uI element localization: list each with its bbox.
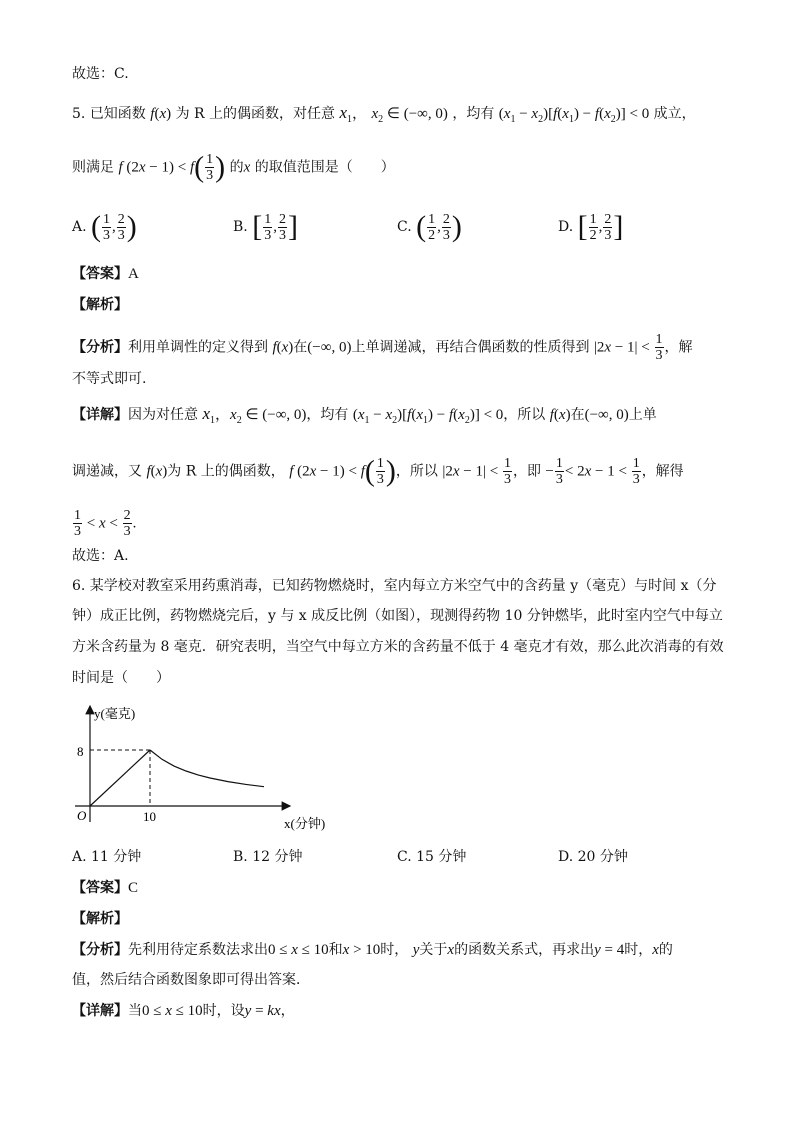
fraction: $\frac{2}{3}$ <box>278 211 286 243</box>
analysis-tag: 【分析】 <box>72 339 128 356</box>
curve-decay <box>150 750 264 787</box>
q5-text: 为 R 上的偶函数， <box>167 463 285 480</box>
bracket-right: ) <box>451 210 462 243</box>
math: f <box>150 106 155 122</box>
option-label: D. <box>558 219 574 235</box>
q5-answer <box>72 264 139 284</box>
q6-text: 时， <box>624 942 653 958</box>
q5-text: 为 R 上的偶函数，对任意 <box>175 106 336 122</box>
q5-detail-line-2: 调递减，又 f(x)为 R 上的偶函数， f (2x − 1) < f( $\frac{1}{3}$ )，所以 |2x − 1| < $\frac{1}{3}$ ，即 − $\frac{1}{3}$ < 2x − 1 < $\frac{1}{3}$ ，解得 <box>72 454 684 488</box>
answer-tag: 【答案】 <box>72 880 128 896</box>
y-tick-label: 8 <box>77 744 84 759</box>
fraction: $\frac{1}{3}$ <box>103 211 111 243</box>
q6-jiexi <box>72 909 128 929</box>
bracket-left: ( <box>416 210 427 243</box>
q5-text: ，均有 <box>452 106 495 122</box>
q5-text: ，解得 <box>641 463 684 480</box>
q5-text: 上单调递减，再结合偶函数的性质得到 <box>351 339 590 356</box>
y-axis-label: y(毫克) <box>94 706 136 721</box>
q6-option-a: A. 11 分钟 <box>72 849 142 865</box>
option-label: B. <box>233 219 248 235</box>
fraction: $\frac{2}{3}$ <box>117 211 125 243</box>
q5-stem-line-2: 则满足 f (2x − 1) < f( $\frac{1}{3}$ ) 的x 的取值范围是（ ） <box>72 150 395 184</box>
q5-text: 的取值范围是（ ） <box>254 159 395 176</box>
fraction: $\frac{1}{2}$ <box>428 211 436 243</box>
bracket-left: ( <box>91 210 102 243</box>
answer-value: C <box>128 880 139 896</box>
q5-option-b: B. [ $\frac{1}{3}$ , $\frac{2}{3}$ ] <box>233 210 298 243</box>
q5-text: 因为对任意 <box>128 407 198 423</box>
bracket-right: ) <box>126 210 137 243</box>
q6-text: ， <box>280 1003 295 1019</box>
q5-text: 在 <box>570 407 585 423</box>
line-segment-rise <box>90 750 150 806</box>
fraction: $\frac{2}{3}$ <box>442 211 450 243</box>
q6-text: 和 <box>328 942 343 958</box>
detail-tag: 【详解】 <box>72 1003 128 1019</box>
q5-number: 5. <box>72 106 86 122</box>
q5-text: 上单 <box>628 407 657 423</box>
fraction: $\frac{2}{3}$ <box>604 211 612 243</box>
q6-option-d: D. 20 分钟 <box>558 849 628 865</box>
q6-text: 当 <box>128 1003 142 1019</box>
q6-text: 关于 <box>419 942 448 958</box>
q6-text: 的 <box>658 942 673 958</box>
q6-text: 的函数关系式，再求出 <box>454 942 595 958</box>
q5-jiexi <box>72 295 128 315</box>
option-label: C. <box>397 219 412 235</box>
q5-text: ，均有 <box>306 407 349 423</box>
answer-tag: 【答案】 <box>72 266 128 282</box>
q6-graph <box>60 700 360 840</box>
q6-analysis-line-1: 【分析】先利用待定系数法求出0 ≤ x ≤ 10和x > 10时， y关于x的函数关系式，再求出y = 4时，x的 <box>72 942 673 958</box>
q6-stem-line-4: 时间是（ ） <box>72 670 170 686</box>
x-axis-label: x(分钟) <box>284 816 326 831</box>
q5-conclusion: 故选：A. <box>72 548 129 564</box>
bracket-left: [ <box>252 210 263 243</box>
q5-text: 在 <box>293 339 308 356</box>
bracket-right: ] <box>287 210 298 243</box>
q5-text: ，所以 <box>503 407 546 423</box>
fraction: $\frac{1}{3}$ <box>264 211 272 243</box>
q4-conclusion: 故选：C. <box>72 66 129 82</box>
bracket-left: [ <box>577 210 588 243</box>
q6-detail-line-1: 【详解】当0 ≤ x ≤ 10时，设y = kx， <box>72 1003 295 1019</box>
fraction: $\frac{1}{3}$ <box>206 152 214 183</box>
q6-option-c: C. 15 分钟 <box>397 849 467 865</box>
q5-detail-line-1: 【详解】因为对任意 $x_1$，$x_2$ ∈ (−∞, 0)，均有 $(x_1 - x_2)[f(x_1) - f(x_2)] < 0$，所以 f(x)在(−∞, 0)上单 <box>72 404 657 426</box>
q6-stem-line-3: 方米含药量为 8 毫克．研究表明，当空气中每立方米的含药量不低于 4 毫克才有效，那么此次消毒的有效 <box>72 639 724 655</box>
q5-stem-line-1: 5. 已知函数 f(x) 为 R 上的偶函数，对任意 $x_1$， $x_2$ ∈ (−∞, 0) ，均有 $(x_1 - x_2)[f(x_1) - f(x_2)] < 0$ 成立， <box>72 103 696 125</box>
q5-text: 利用单调性的定义得到 <box>128 339 268 356</box>
q5-option-a: A. ( $\frac{1}{3}$ , $\frac{2}{3}$ ) <box>72 210 137 243</box>
q5-text: ，即 <box>512 463 541 480</box>
q6-analysis-line-2: 值，然后结合函数图象即可得出答案． <box>72 972 310 988</box>
q6-text: 先利用待定系数法求出 <box>128 942 268 958</box>
jiexi-tag: 【解析】 <box>72 297 128 313</box>
q6-text: 时，设 <box>202 1003 245 1019</box>
q5-option-c: C. ( $\frac{1}{2}$ , $\frac{2}{3}$ ) <box>397 210 462 243</box>
q5-option-d: D. [ $\frac{1}{2}$ , $\frac{2}{3}$ ] <box>558 210 624 243</box>
q5-detail-result: $\frac{1}{3}$ < x < $\frac{2}{3}$ . <box>74 508 137 539</box>
q5-analysis-line-1: 【分析】利用单调性的定义得到 f(x)在(−∞, 0)上单调递减，再结合偶函数的性质得到 |2x − 1| < $\frac{1}{3}$ ，解 <box>72 332 693 363</box>
q5-text: 则满足 <box>72 159 114 176</box>
x-tick-label: 10 <box>143 809 156 824</box>
bracket-right: ] <box>613 210 624 243</box>
q6-option-b: B. 12 分钟 <box>233 849 303 865</box>
answer-value: A <box>128 266 139 282</box>
q5-text: 已知函数 <box>89 106 146 122</box>
q5-analysis-line-2: 不等式即可. <box>72 371 147 387</box>
analysis-tag: 【分析】 <box>72 942 128 958</box>
q6-stem-line-1: 6. 某学校对教室采用药熏消毒，已知药物燃烧时，室内每立方米空气中的含药量 y（毫克）与时间 x（分 <box>72 578 717 594</box>
q5-text: ，所以 <box>395 463 438 480</box>
fraction: $\frac{1}{2}$ <box>589 211 597 243</box>
q6-stem-line-2: 钟）成正比例，药物燃烧完后，y 与 x 成反比例（如图），现测得药物 10 分钟燃毕，此时室内空气中每立 <box>72 608 723 624</box>
q5-text: 调递减，又 <box>72 463 142 480</box>
q5-text: 的 <box>229 159 244 176</box>
q5-text: ，解 <box>664 339 693 356</box>
option-label: A. <box>72 219 87 235</box>
origin-label: O <box>77 808 87 823</box>
detail-tag: 【详解】 <box>72 407 128 423</box>
q6-text: 时， <box>380 942 409 958</box>
jiexi-tag: 【解析】 <box>72 911 128 927</box>
q6-answer <box>72 878 138 898</box>
q5-text: 成立， <box>653 106 696 122</box>
